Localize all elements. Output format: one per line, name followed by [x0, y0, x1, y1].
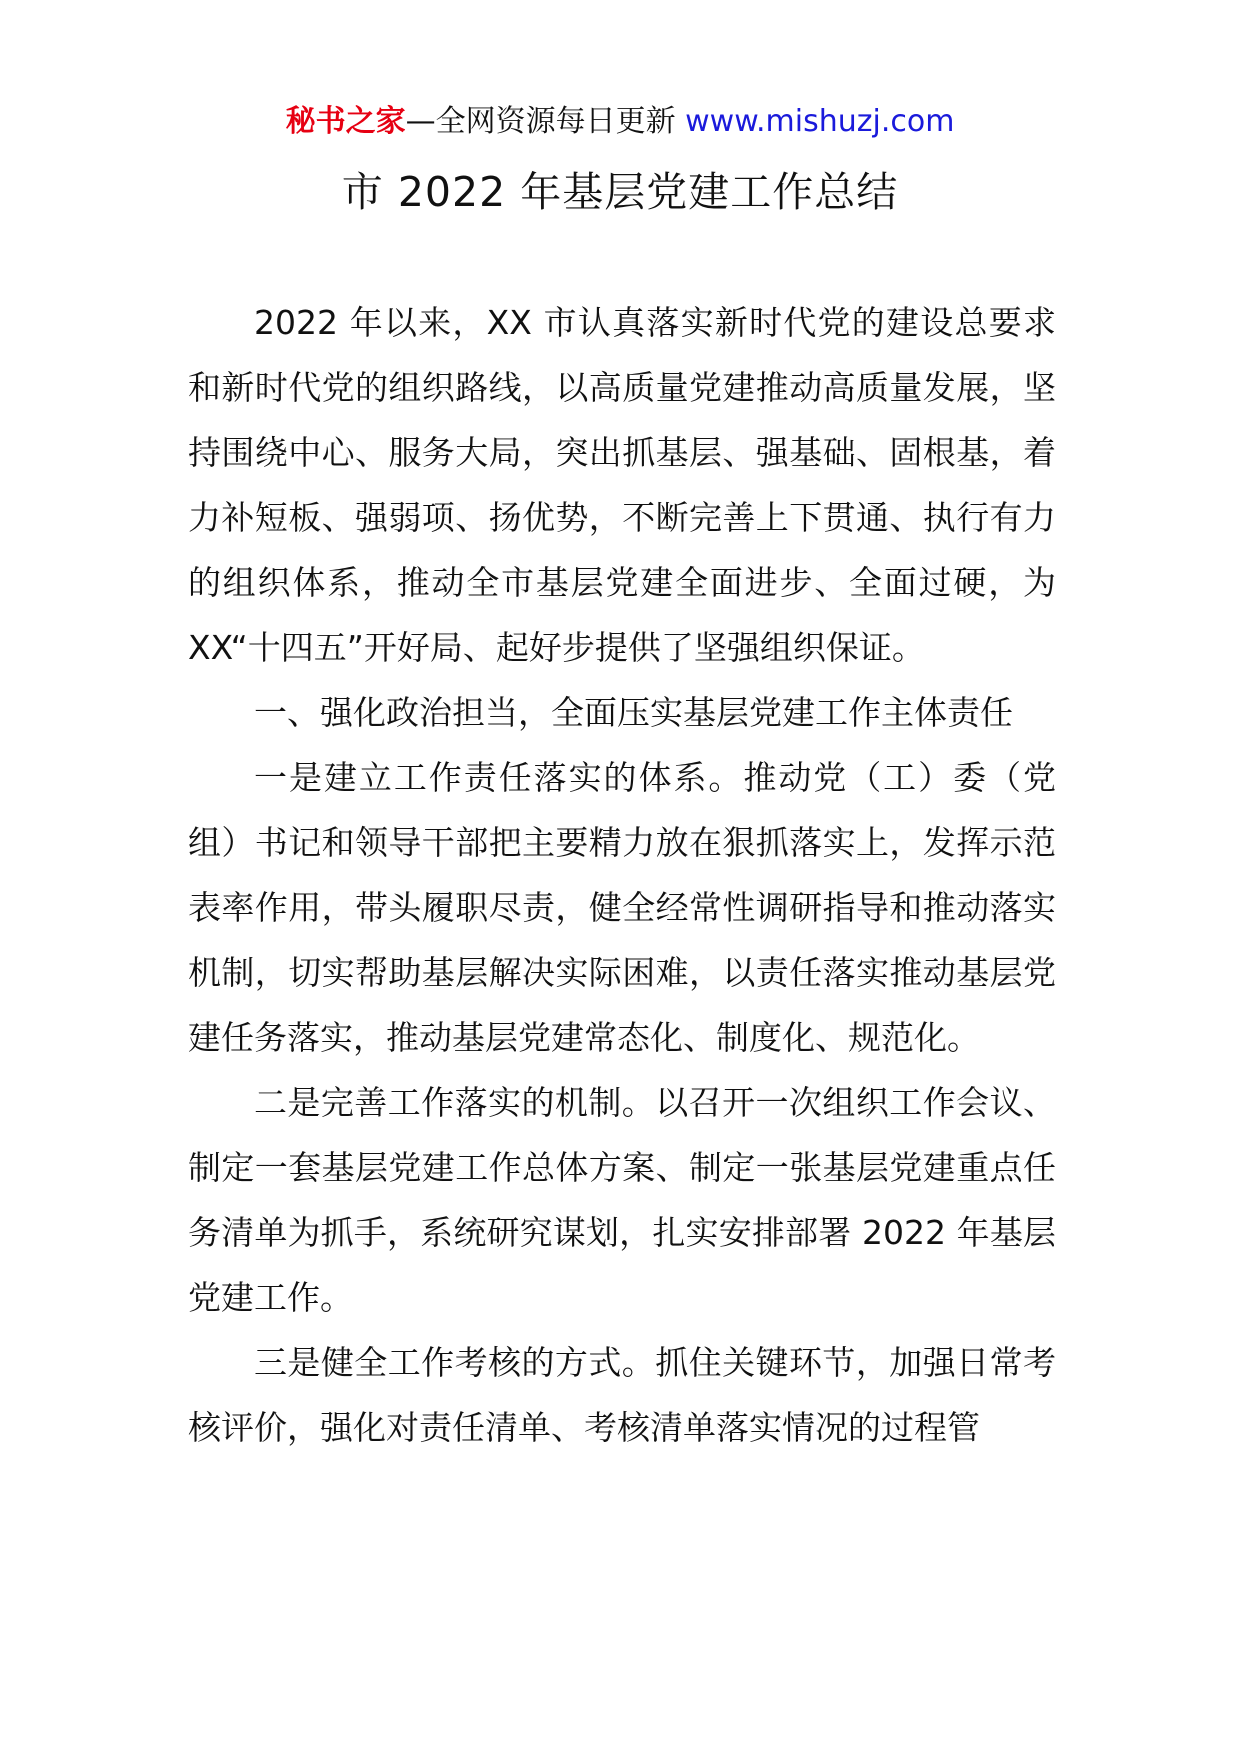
body-paragraph-1: 一是建立工作责任落实的体系。推动党（工）委（党组）书记和领导干部把主要精力放在狠抓落实上，发挥示范表率作用，带头履职尽责，健全经常性调研指导和推动落实机制，切实帮助基层解决实际困难，以责任落实推动基层党建任务落实，推动基层党建常态化、制度化、规范化。	[188, 758, 1056, 1057]
header-tagline: —全网资源每日更新	[405, 104, 686, 139]
body-paragraph-2: 二是完善工作落实的机制。以召开一次组织工作会议、制定一套基层党建工作总体方案、制定一张基层党建重点任务清单为抓手，系统研究谋划，扎实安排部署 2022 年基层党建工作。	[188, 1083, 1056, 1317]
document-body	[188, 290, 1056, 1460]
brand-name: 秘书之家	[285, 104, 406, 139]
site-url-link[interactable]: www.mishuzj.com	[685, 104, 955, 139]
intro-paragraph: 2022 年以来，XX 市认真落实新时代党的建设总要求和新时代党的组织路线，以高质量党建推动高质量发展，坚持围绕中心、服务大局，突出抓基层、强基础、固根基，着力补短板、强弱项、扬优势，不断完善上下贯通、执行有力的组织体系，推动全市基层党建全面进步、全面过硬，为 XX“十四五”开好局、起好步提供了坚强组织保证。	[188, 303, 1056, 667]
document-title: 市 2022 年基层党建工作总结	[341, 168, 899, 216]
watermark-header	[0, 100, 1240, 144]
section-heading-1: 一、强化政治担当，全面压实基层党建工作主体责任	[254, 693, 1013, 732]
body-paragraph-3: 三是健全工作考核的方式。抓住关键环节，加强日常考核评价，强化对责任清单、考核清单落实情况的过程管	[188, 1343, 1056, 1447]
